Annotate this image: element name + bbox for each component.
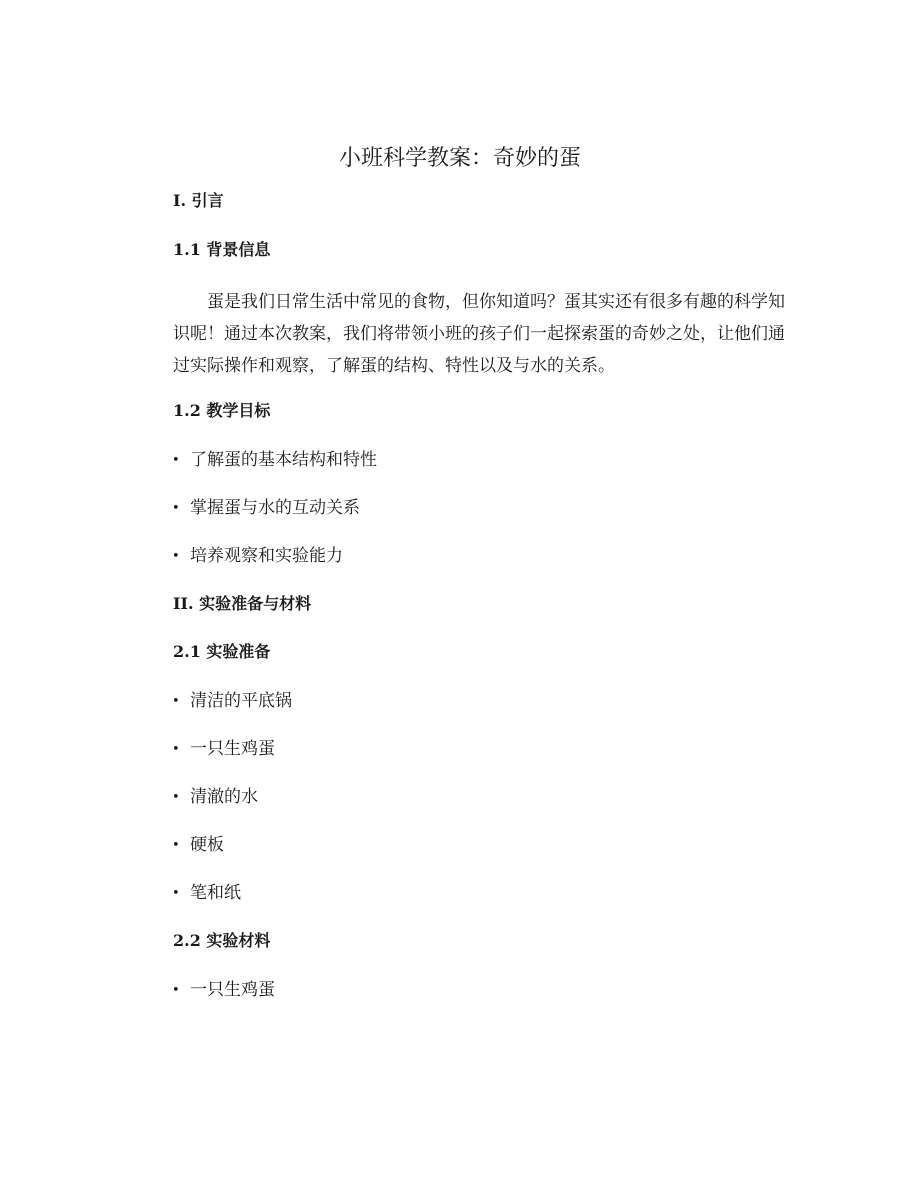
bullet-icon: • [172,838,180,853]
bullet-icon: • [172,549,180,564]
list-item [172,832,224,859]
bullet-icon: • [172,983,180,998]
list-item [172,543,343,570]
list-item-text: 掌握蛋与水的互动关系 [190,498,360,518]
bullet-icon: • [172,501,180,516]
list-item-text: 清洁的平底锅 [190,691,292,711]
list-item-text: 硬板 [190,835,224,855]
list-item-text: 了解蛋的基本结构和特性 [190,450,377,470]
list-item [172,977,275,1004]
list-item-text: 清澈的水 [190,787,258,807]
bullet-icon: • [172,453,180,468]
subsection-1-1-heading: 1.1 背景信息 [173,240,271,259]
list-item [172,880,241,907]
list-item-text: 一只生鸡蛋 [190,980,275,1000]
list-item [172,447,377,474]
bullet-icon: • [172,790,180,805]
document-title: 小班科学教案：奇妙的蛋 [338,146,581,171]
section-2-heading: II. 实验准备与材料 [173,594,312,613]
list-item [172,688,292,715]
bullet-icon: • [172,886,180,901]
list-item [172,784,258,811]
list-item-text: 一只生鸡蛋 [190,739,275,759]
section-1-heading: I. 引言 [173,191,224,210]
list-item-text: 培养观察和实验能力 [190,546,343,566]
background-paragraph: 蛋是我们日常生活中常见的食物，但你知道吗？蛋其实还有很多有趣的科学知识呢！通过本次教案，我们将带领小班的孩子们一起探索蛋的奇妙之处，让他们通过实际操作和观察，了解蛋的结构、特性以及与水的关系。 [173,292,785,376]
list-item [172,495,360,522]
subsection-2-1-heading: 2.1 实验准备 [173,642,271,661]
subsection-2-2-heading: 2.2 实验材料 [173,931,271,950]
list-item-text: 笔和纸 [190,883,241,903]
list-item [172,736,275,763]
subsection-1-2-heading: 1.2 教学目标 [173,401,271,420]
bullet-icon: • [172,742,180,757]
bullet-icon: • [172,694,180,709]
